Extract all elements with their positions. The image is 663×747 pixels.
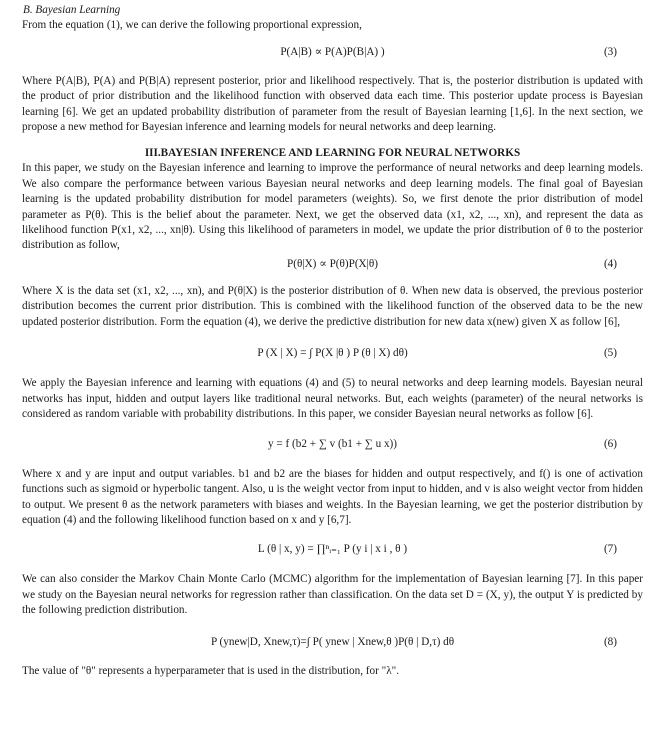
equation-5-number: (5) [603,347,617,360]
equation-3-expression: P(A|B) ∝ P(A)P(B|A) ) [280,45,385,58]
equation-8-expression: P (ynew|D, Xnew,τ)=∫ P( ynew | Xnew,θ )P(θ | D,τ) dθ [210,635,455,648]
paragraph-posterior-update: Where X is the data set (x1, x2, ..., xn), and P(θ|X) is the posterior distribution of θ. When new data is observed, the previous posterior distribution becomes the current prior distribution. This is combined with the likelihood function of the observed data to be the new updated posterior distribution. Form the equation (4), we derive the predictive distribution for new data x(new) given X as follow [6], [22,284,643,328]
paragraph-intro-proportional: From the equation (1), we can derive the following proportional expression, [22,19,362,32]
paper-page [22,3,643,679]
equation-4 [22,257,643,273]
subsection-heading: B. Bayesian Learning [23,4,121,16]
section-heading: III.BAYESIAN INFERENCE AND LEARNING FOR NEURAL NETWORKS [144,146,521,159]
equation-6 [22,437,643,453]
equation-6-number: (6) [603,437,617,450]
paragraph-bayesian-inference: In this paper, we study on the Bayesian inference and learning to improve the performance of neural networks and deep learning models. We also compare the performance between various Bayesian neural networks and deep learning models. The final goal of Bayesian learning is the updated probability distribution for model parameters (weights). So, we first denote the prior distribution of model parameter as P(θ). This is the belief about the parameter. Next, we get the observed data (x1, x2, ..., xn), and represent the data as likelihood function P(x1, x2, ..., xn|θ). Using this likelihood of parameters in model, we update the prior distribution of θ to the posterior distribution as follow, [22,162,643,252]
equation-8 [22,635,643,651]
paragraph-variables: Where x and y are input and output variables. b1 and b2 are the biases for hidden and output respectively, and f() is one of activation functions such as sigmoid or hyperbolic tangent. Also, u is the weight vector from input to hidden, and v is also weight vector from hidden to output. We present θ as the network parameters with biases and weights. In the Bayesian learning, we get the posterior distribution by equation (4) and the following likelihood function based on x and y [6,7]. [22,467,643,526]
paragraph-mcmc: We can also consider the Markov Chain Monte Carlo (MCMC) algorithm for the implementation of Bayesian learning [7]. In this paper we study on the Bayesian neural networks for regression rather than classification. On the data set D = (X, y), the output Y is predicted by the following prediction distribution. [22,573,643,617]
paragraph-hyperparameter: The value of "θ" represents a hyperparameter that is used in the distribution, for "λ". [22,664,399,677]
equation-7 [22,542,643,558]
equation-5-expression: P (X | X) = ∫ P(X |θ ) P (θ | X) dθ) [257,347,408,360]
equation-4-expression: P(θ|X) ∝ P(θ)P(X|θ) [287,257,378,270]
paragraph-bnn-application: We apply the Bayesian inference and learning with equations (4) and (5) to neural networks and deep learning models. Bayesian neural networks has input, hidden and output layers like traditional neural networks. But, each weights (parameter) of the neural networks is considered as random variable with probability distributions. In this paper, we consider Bayesian neural networks as follow [6]. [22,377,643,421]
paragraph-bayes-terms: Where P(A|B), P(A) and P(B|A) represent posterior, prior and likelihood respectively. That is, the posterior distribution is updated with the product of prior distribution and the likelihood function with observed data each time. This posterior update process is Bayesian learning [6]. We get an updated probability distribution of parameter from the result of Bayesian learning [1,6]. In the next section, we propose a new method for Bayesian inference and learning models for neural networks and deep learning. [22,74,643,134]
equation-7-expression: L (θ | x, y) = ∏ⁿᵢ₌₁ P (y i | x i , θ ) [257,543,408,556]
equation-4-number: (4) [603,257,617,270]
equation-5 [22,346,643,362]
equation-6-expression: y = f (b2 + ∑ v (b1 + ∑ u x)) [267,437,398,450]
equation-7-number: (7) [603,543,617,556]
equation-3 [22,45,643,61]
equation-8-number: (8) [603,635,617,648]
equation-3-number: (3) [603,45,617,58]
